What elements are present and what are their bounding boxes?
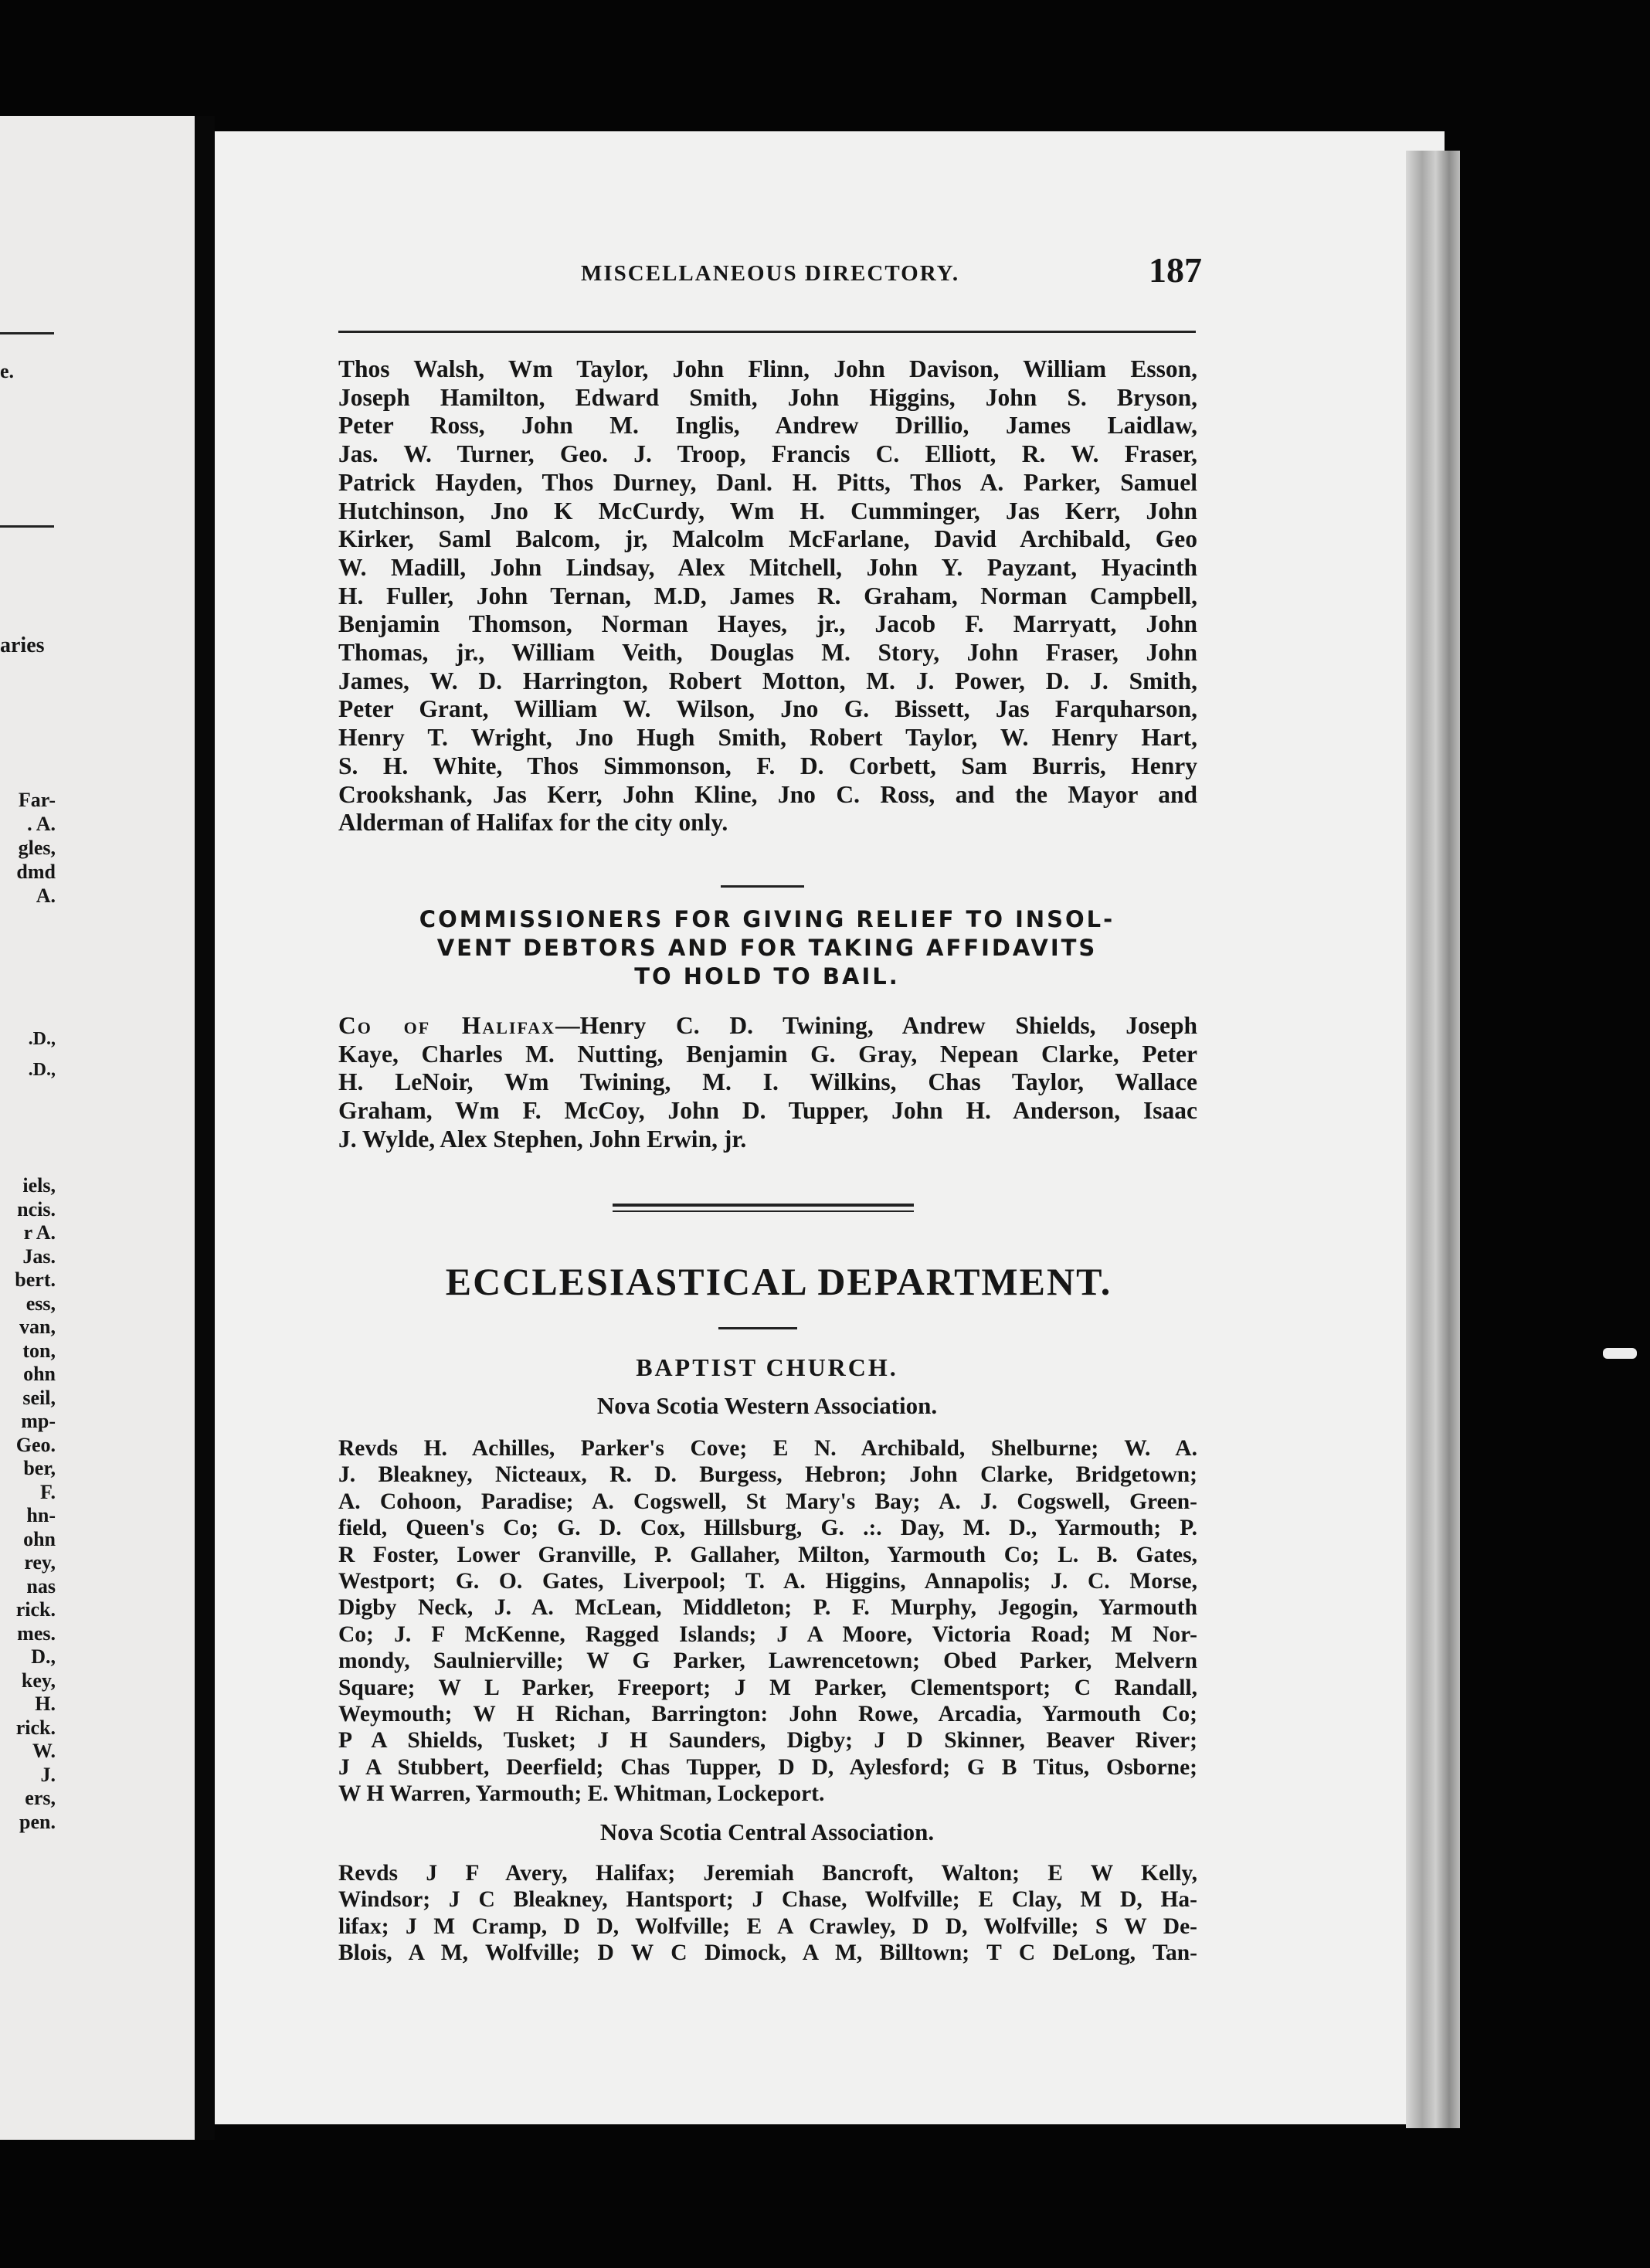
left-page-fragment-column	[0, 1024, 56, 1085]
text-line: P A Shields, Tusket; J H Saunders, Digby; J D Skinner, Beaver River;	[338, 1728, 1197, 1754]
text-line: J A Stubbert, Deerfield; Chas Tupper, D D, Aylesford; G B Titus, Osborne;	[338, 1754, 1197, 1780]
left-page-fragment: bert.	[15, 1268, 56, 1291]
left-page-fragment-column	[0, 788, 56, 908]
text-line: Co; J. F McKenne, Ragged Islands; J A Moore, Victoria Road; M Nor-	[338, 1621, 1197, 1647]
text-line: S. H. White, Thos Simmonson, F. D. Corbett, Sam Burris, Henry	[338, 752, 1197, 779]
left-page-fragment: F.	[40, 1480, 56, 1503]
text-line: J. Bleakney, Nicteaux, R. D. Burgess, Hebron; John Clarke, Bridgetown;	[338, 1462, 1197, 1488]
left-page-fragment: rick.	[15, 1598, 56, 1621]
left-page-fragment: van,	[19, 1316, 56, 1338]
text-line: A. Cohoon, Paradise; A. Cogswell, St Mary's Bay; A. J. Cogswell, Green-	[338, 1489, 1197, 1514]
left-page-fragment: .D.,	[28, 1029, 56, 1049]
left-page-fragment: J.	[40, 1763, 56, 1786]
left-page-fragment: hn-	[26, 1504, 56, 1526]
left-page-fragment: ncis.	[17, 1197, 56, 1221]
text-line: Kaye, Charles M. Nutting, Benjamin G. Gray, Nepean Clarke, Peter	[338, 1040, 1197, 1068]
left-page-fragment: ers,	[25, 1787, 56, 1809]
section-rule	[718, 1327, 797, 1329]
left-page-fragment: mp-	[21, 1410, 56, 1432]
heading-line: VENT DEBTORS AND FOR TAKING AFFIDAVITS	[436, 935, 1098, 961]
left-page-fragment: Far-	[18, 789, 56, 811]
left-page-fragment: ton,	[22, 1339, 56, 1362]
text-line: Thos Walsh, Wm Taylor, John Flinn, John Davison, William Esson,	[338, 355, 1197, 382]
left-page-fragment: gles,	[18, 837, 56, 859]
text-line	[338, 1012, 1197, 1041]
left-page-fragment: Jas.	[22, 1244, 56, 1268]
text-line: Weymouth; W H Richan, Barrington: John Rowe, Arcadia, Yarmouth Co;	[338, 1702, 1197, 1727]
text-line: Thomas, jr., William Veith, Douglas M. Story, John Fraser, John	[338, 639, 1197, 667]
left-page-fragment: Geo.	[15, 1433, 56, 1456]
text-line: Kirker, Saml Balcom, jr, Malcolm McFarlane, David Archibald, Geo	[338, 525, 1197, 553]
department-title: ECCLESIASTICAL DEPARTMENT.	[445, 1260, 1112, 1303]
left-page-fragment: nas	[26, 1574, 56, 1597]
text-line: Graham, Wm F. McCoy, John D. Tupper, John H. Anderson, Isaac	[338, 1097, 1197, 1125]
text-line: W. Madill, John Lindsay, Alex Mitchell, John Y. Payzant, Hyacinth	[338, 553, 1197, 581]
commissioners-heading	[331, 905, 1204, 991]
church-title: BAPTIST CHURCH.	[636, 1353, 898, 1381]
text-line: Hutchinson, Jno K McCurdy, Wm H. Cumminger, Jas Kerr, John	[338, 497, 1197, 525]
text-line: Revds H. Achilles, Parker's Cove; E N. Archibald, Shelburne; W. A.	[338, 1436, 1197, 1461]
text-line: Revds J F Avery, Halifax; Jeremiah Bancroft, Walton; E W Kelly,	[338, 1861, 1197, 1886]
left-page-fragment: .D.,	[28, 1060, 56, 1080]
left-page-fragment: . A.	[27, 813, 56, 835]
page-edge	[1406, 151, 1460, 2128]
left-page-fragment: rey,	[24, 1551, 56, 1574]
text-line: Alderman of Halifax for the city only.	[338, 809, 728, 837]
western-association-paragraph	[338, 1435, 1197, 1808]
text-line: Benjamin Thomson, Norman Hayes, jr., Jacob F. Marryatt, John	[338, 610, 1197, 638]
text-line: mondy, Saulnierville; W G Parker, Lawrencetown; Obed Parker, Melvern	[338, 1648, 1197, 1674]
left-page-rule	[0, 525, 54, 528]
text-line: Square; W L Parker, Freeport; J M Parker, Clementsport; C Randall,	[338, 1675, 1197, 1700]
text-line: R Foster, Lower Granville, P. Gallaher, Milton, Yarmouth Co; L. B. Gates,	[338, 1542, 1197, 1567]
department-double-rule-bottom	[613, 1210, 914, 1212]
left-page-fragment: ber,	[23, 1457, 56, 1479]
left-page-fragment: pen.	[19, 1810, 56, 1833]
left-page-fragment: ohn	[23, 1363, 56, 1385]
text-line: Peter Ross, John M. Inglis, Andrew Drillio, James Laidlaw,	[338, 412, 1197, 440]
text-line: Henry T. Wright, Jno Hugh Smith, Robert Taylor, W. Henry Hart,	[338, 724, 1197, 752]
left-page-fragment: rick.	[15, 1716, 56, 1739]
running-head: MISCELLANEOUS DIRECTORY.	[581, 261, 960, 286]
text-fragment: —Henry C. D. Twining, Andrew Shields, Joseph	[555, 1012, 1198, 1039]
text-line: Windsor; J C Bleakney, Hantsport; J Chase, Wolfville; E Clay, M D, Ha-	[338, 1887, 1197, 1913]
left-page-fragment: seil,	[22, 1386, 56, 1409]
text-line: Peter Grant, William W. Wilson, Jno G. Bissett, Jas Farquharson,	[338, 695, 1197, 723]
left-page-fragment: A.	[36, 884, 56, 907]
western-association-title: Nova Scotia Western Association.	[596, 1392, 938, 1419]
heading-line: TO HOLD TO BAIL.	[634, 963, 900, 990]
text-line: Crookshank, Jas Kerr, John Kline, Jno C. Ross, and the Mayor and	[338, 780, 1197, 808]
text-line: lifax; J M Cramp, D D, Wolfville; E A Crawley, D D, Wolfville; S W De-	[338, 1913, 1197, 1939]
text-line: Westport; G. O. Gates, Liverpool; T. A. Higgins, Annapolis; J. C. Morse,	[338, 1569, 1197, 1594]
text-line: Jas. W. Turner, Geo. J. Troop, Francis C. Elliott, R. W. Fraser,	[338, 440, 1197, 468]
page-number: 187	[1149, 250, 1202, 290]
left-page-fragment: dmd	[16, 861, 56, 883]
book-gutter	[195, 116, 215, 2140]
text-line: W H Warren, Yarmouth; E. Whitman, Lockeport.	[338, 1781, 825, 1807]
scan-smudge	[1603, 1348, 1637, 1359]
central-association-title: Nova Scotia Central Association.	[599, 1818, 935, 1845]
text-line: James, W. D. Harrington, Robert Motton, M. J. Power, D. J. Smith,	[338, 667, 1197, 694]
text-line: field, Queen's Co; G. D. Cox, Hillsburg, G. .:. Day, M. D., Yarmouth; P.	[338, 1516, 1197, 1541]
left-page-fragment: key,	[21, 1669, 56, 1692]
commissioners-paragraph	[338, 1012, 1197, 1154]
department-double-rule-top	[613, 1204, 914, 1207]
left-page-fragment: e.	[0, 360, 15, 382]
text-line: Blois, A M, Wolfville; D W C Dimock, A M, Billtown; T C DeLong, Tan-	[338, 1940, 1197, 1966]
text-line: Patrick Hayden, Thos Durney, Danl. H. Pitts, Thos A. Parker, Samuel	[338, 468, 1197, 496]
section-rule	[721, 885, 804, 888]
left-page-fragment: r A.	[23, 1221, 56, 1244]
text-line: J. Wylde, Alex Stephen, John Erwin, jr.	[338, 1125, 747, 1153]
left-facing-page	[0, 116, 195, 2140]
text-line: Digby Neck, J. A. McLean, Middleton; P. F. Murphy, Jegogin, Yarmouth	[338, 1595, 1197, 1621]
left-page-fragment: D.,	[31, 1645, 56, 1668]
heading-line: COMMISSIONERS FOR GIVING RELIEF TO INSOL-	[419, 906, 1115, 932]
left-page-fragment: aries	[0, 633, 45, 657]
left-page-fragment-column	[0, 1174, 56, 1834]
left-page-rule	[0, 332, 54, 334]
central-association-paragraph	[338, 1860, 1197, 1967]
left-page-fragment: H.	[35, 1693, 56, 1715]
left-page-fragment: iels,	[22, 1174, 56, 1197]
text-line: H. Fuller, John Ternan, M.D, James R. Graham, Norman Campbell,	[338, 582, 1197, 609]
county-label: Co of Halifax	[338, 1012, 556, 1039]
left-page-fragment: W.	[32, 1740, 56, 1762]
aldermen-paragraph	[338, 355, 1197, 837]
text-line: H. LeNoir, Wm Twining, M. I. Wilkins, Chas Taylor, Wallace	[338, 1068, 1197, 1096]
left-page-fragment: ess,	[25, 1292, 56, 1315]
left-page-fragment: ohn	[23, 1527, 56, 1550]
header-rule	[338, 331, 1196, 333]
text-line: Joseph Hamilton, Edward Smith, John Higgins, John S. Bryson,	[338, 383, 1197, 411]
left-page-fragment: mes.	[17, 1621, 56, 1645]
